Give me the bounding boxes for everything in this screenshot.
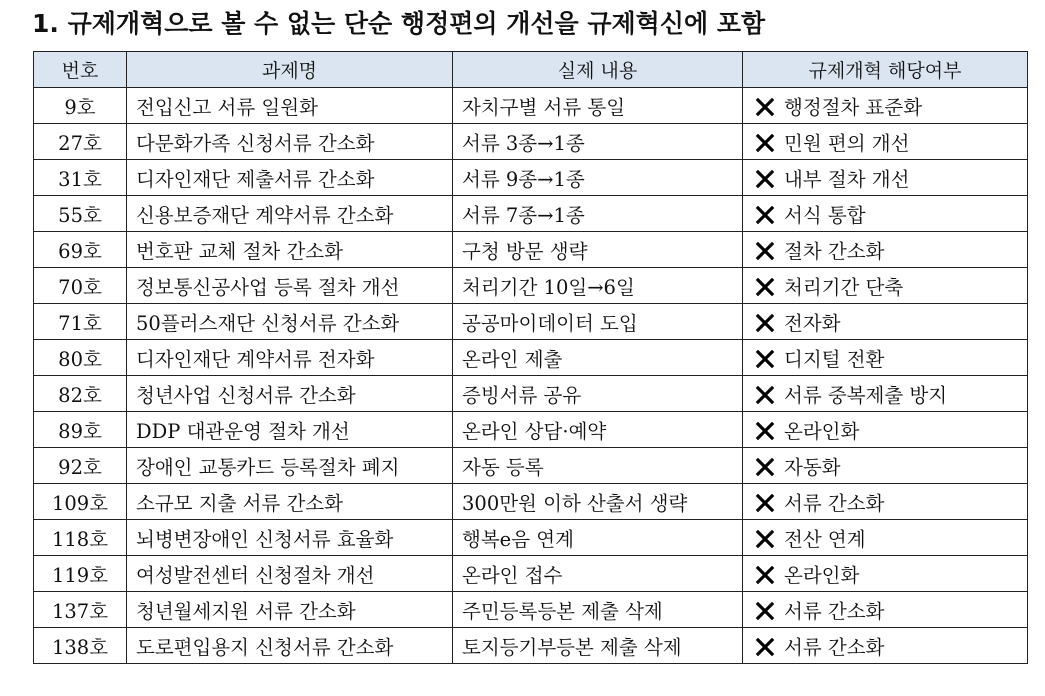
table-row — [34, 628, 1028, 664]
x-mark-icon — [756, 314, 774, 332]
assessment-label: 행정절차 표준화 — [784, 95, 923, 119]
x-mark-icon — [756, 458, 774, 476]
cell-actual-content: 서류 3종→1종 — [453, 124, 743, 160]
cell-actual-content: 구청 방문 생략 — [453, 232, 743, 268]
cell-number: 27호 — [34, 124, 127, 160]
assessment-label: 민원 편의 개선 — [784, 131, 910, 155]
table-row — [34, 484, 1028, 520]
cell-number: 9호 — [34, 88, 127, 124]
cell-actual-content: 증빙서류 공유 — [453, 376, 743, 412]
page-title: 1. 규제개혁으로 볼 수 없는 단순 행정편의 개선을 규제혁신에 포함 — [32, 9, 766, 38]
cell-actual-content: 토지등기부등본 제출 삭제 — [453, 628, 743, 664]
regulation-table — [33, 51, 1028, 664]
table-row — [34, 592, 1028, 628]
cell-reform-applicability — [743, 160, 1028, 196]
x-mark-icon — [756, 494, 774, 512]
x-mark-icon — [756, 98, 774, 116]
cell-task-name: 청년월세지원 서류 간소화 — [127, 592, 453, 628]
cell-reform-applicability — [743, 412, 1028, 448]
cell-task-name: DDP 대관운영 절차 개선 — [127, 412, 453, 448]
table-row — [34, 196, 1028, 232]
assessment-label: 자동화 — [784, 455, 841, 479]
x-mark-icon — [756, 206, 774, 224]
assessment-label: 절차 간소화 — [784, 239, 885, 263]
x-mark-icon — [756, 134, 774, 152]
cell-actual-content: 300만원 이하 산출서 생략 — [453, 484, 743, 520]
cell-task-name: 전입신고 서류 일원화 — [127, 88, 453, 124]
header-reform-applicability: 규제개혁 해당여부 — [743, 52, 1028, 88]
cell-reform-applicability — [743, 124, 1028, 160]
x-mark-icon — [756, 386, 774, 404]
cell-reform-applicability — [743, 520, 1028, 556]
cell-reform-applicability — [743, 196, 1028, 232]
cell-task-name: 디자인재단 제출서류 간소화 — [127, 160, 453, 196]
assessment-label: 서식 통합 — [784, 203, 866, 227]
cell-number: 138호 — [34, 628, 127, 664]
table-row — [34, 304, 1028, 340]
table-body — [34, 88, 1028, 664]
cell-task-name: 여성발전센터 신청절차 개선 — [127, 556, 453, 592]
header-actual-content: 실제 내용 — [453, 52, 743, 88]
cell-reform-applicability — [743, 340, 1028, 376]
cell-reform-applicability — [743, 556, 1028, 592]
cell-reform-applicability — [743, 88, 1028, 124]
cell-reform-applicability — [743, 484, 1028, 520]
table-row — [34, 340, 1028, 376]
cell-reform-applicability — [743, 268, 1028, 304]
table-header-row — [34, 52, 1028, 88]
cell-task-name: 장애인 교통카드 등록절차 폐지 — [127, 448, 453, 484]
cell-actual-content: 자치구별 서류 통일 — [453, 88, 743, 124]
cell-actual-content: 서류 9종→1종 — [453, 160, 743, 196]
x-mark-icon — [756, 350, 774, 368]
assessment-label: 서류 간소화 — [784, 491, 885, 515]
header-number: 번호 — [34, 52, 127, 88]
cell-number: 119호 — [34, 556, 127, 592]
cell-reform-applicability — [743, 448, 1028, 484]
cell-actual-content: 온라인 접수 — [453, 556, 743, 592]
cell-reform-applicability — [743, 592, 1028, 628]
cell-actual-content: 공공마이데이터 도입 — [453, 304, 743, 340]
cell-task-name: 신용보증재단 계약서류 간소화 — [127, 196, 453, 232]
cell-actual-content: 서류 7종→1종 — [453, 196, 743, 232]
x-mark-icon — [756, 242, 774, 260]
cell-number: 31호 — [34, 160, 127, 196]
cell-task-name: 청년사업 신청서류 간소화 — [127, 376, 453, 412]
x-mark-icon — [756, 566, 774, 584]
assessment-label: 내부 절차 개선 — [784, 167, 910, 191]
assessment-label: 서류 중복제출 방지 — [784, 383, 948, 407]
x-mark-icon — [756, 638, 774, 656]
table-row — [34, 88, 1028, 124]
x-mark-icon — [756, 278, 774, 296]
x-mark-icon — [756, 422, 774, 440]
cell-number: 89호 — [34, 412, 127, 448]
cell-task-name: 디자인재단 계약서류 전자화 — [127, 340, 453, 376]
cell-actual-content: 행복e음 연계 — [453, 520, 743, 556]
x-mark-icon — [756, 170, 774, 188]
cell-task-name: 50플러스재단 신청서류 간소화 — [127, 304, 453, 340]
header-task-name: 과제명 — [127, 52, 453, 88]
assessment-label: 디지털 전환 — [784, 347, 885, 371]
cell-number: 71호 — [34, 304, 127, 340]
table-row — [34, 448, 1028, 484]
cell-task-name: 뇌병변장애인 신청서류 효율화 — [127, 520, 453, 556]
cell-actual-content: 온라인 상담·예약 — [453, 412, 743, 448]
assessment-label: 전자화 — [784, 311, 841, 335]
cell-number: 118호 — [34, 520, 127, 556]
assessment-label: 서류 간소화 — [784, 599, 885, 623]
cell-number: 137호 — [34, 592, 127, 628]
cell-task-name: 도로편입용지 신청서류 간소화 — [127, 628, 453, 664]
table-row — [34, 520, 1028, 556]
cell-actual-content: 자동 등록 — [453, 448, 743, 484]
cell-number: 82호 — [34, 376, 127, 412]
table-row — [34, 232, 1028, 268]
cell-actual-content: 처리기간 10일→6일 — [453, 268, 743, 304]
cell-task-name: 정보통신공사업 등록 절차 개선 — [127, 268, 453, 304]
cell-reform-applicability — [743, 628, 1028, 664]
table-row — [34, 124, 1028, 160]
table-row — [34, 412, 1028, 448]
assessment-label: 온라인화 — [784, 419, 860, 443]
cell-number: 55호 — [34, 196, 127, 232]
table-row — [34, 556, 1028, 592]
cell-reform-applicability — [743, 232, 1028, 268]
cell-number: 92호 — [34, 448, 127, 484]
cell-actual-content: 온라인 제출 — [453, 340, 743, 376]
cell-number: 70호 — [34, 268, 127, 304]
cell-reform-applicability — [743, 376, 1028, 412]
cell-number: 80호 — [34, 340, 127, 376]
table-row — [34, 160, 1028, 196]
x-mark-icon — [756, 602, 774, 620]
cell-task-name: 번호판 교체 절차 간소화 — [127, 232, 453, 268]
cell-number: 109호 — [34, 484, 127, 520]
assessment-label: 온라인화 — [784, 563, 860, 587]
assessment-label: 처리기간 단축 — [784, 275, 904, 299]
assessment-label: 전산 연계 — [784, 527, 866, 551]
cell-task-name: 다문화가족 신청서류 간소화 — [127, 124, 453, 160]
cell-actual-content: 주민등록등본 제출 삭제 — [453, 592, 743, 628]
x-mark-icon — [756, 530, 774, 548]
cell-reform-applicability — [743, 304, 1028, 340]
cell-number: 69호 — [34, 232, 127, 268]
cell-task-name: 소규모 지출 서류 간소화 — [127, 484, 453, 520]
assessment-label: 서류 간소화 — [784, 635, 885, 659]
table-row — [34, 268, 1028, 304]
table-row — [34, 376, 1028, 412]
